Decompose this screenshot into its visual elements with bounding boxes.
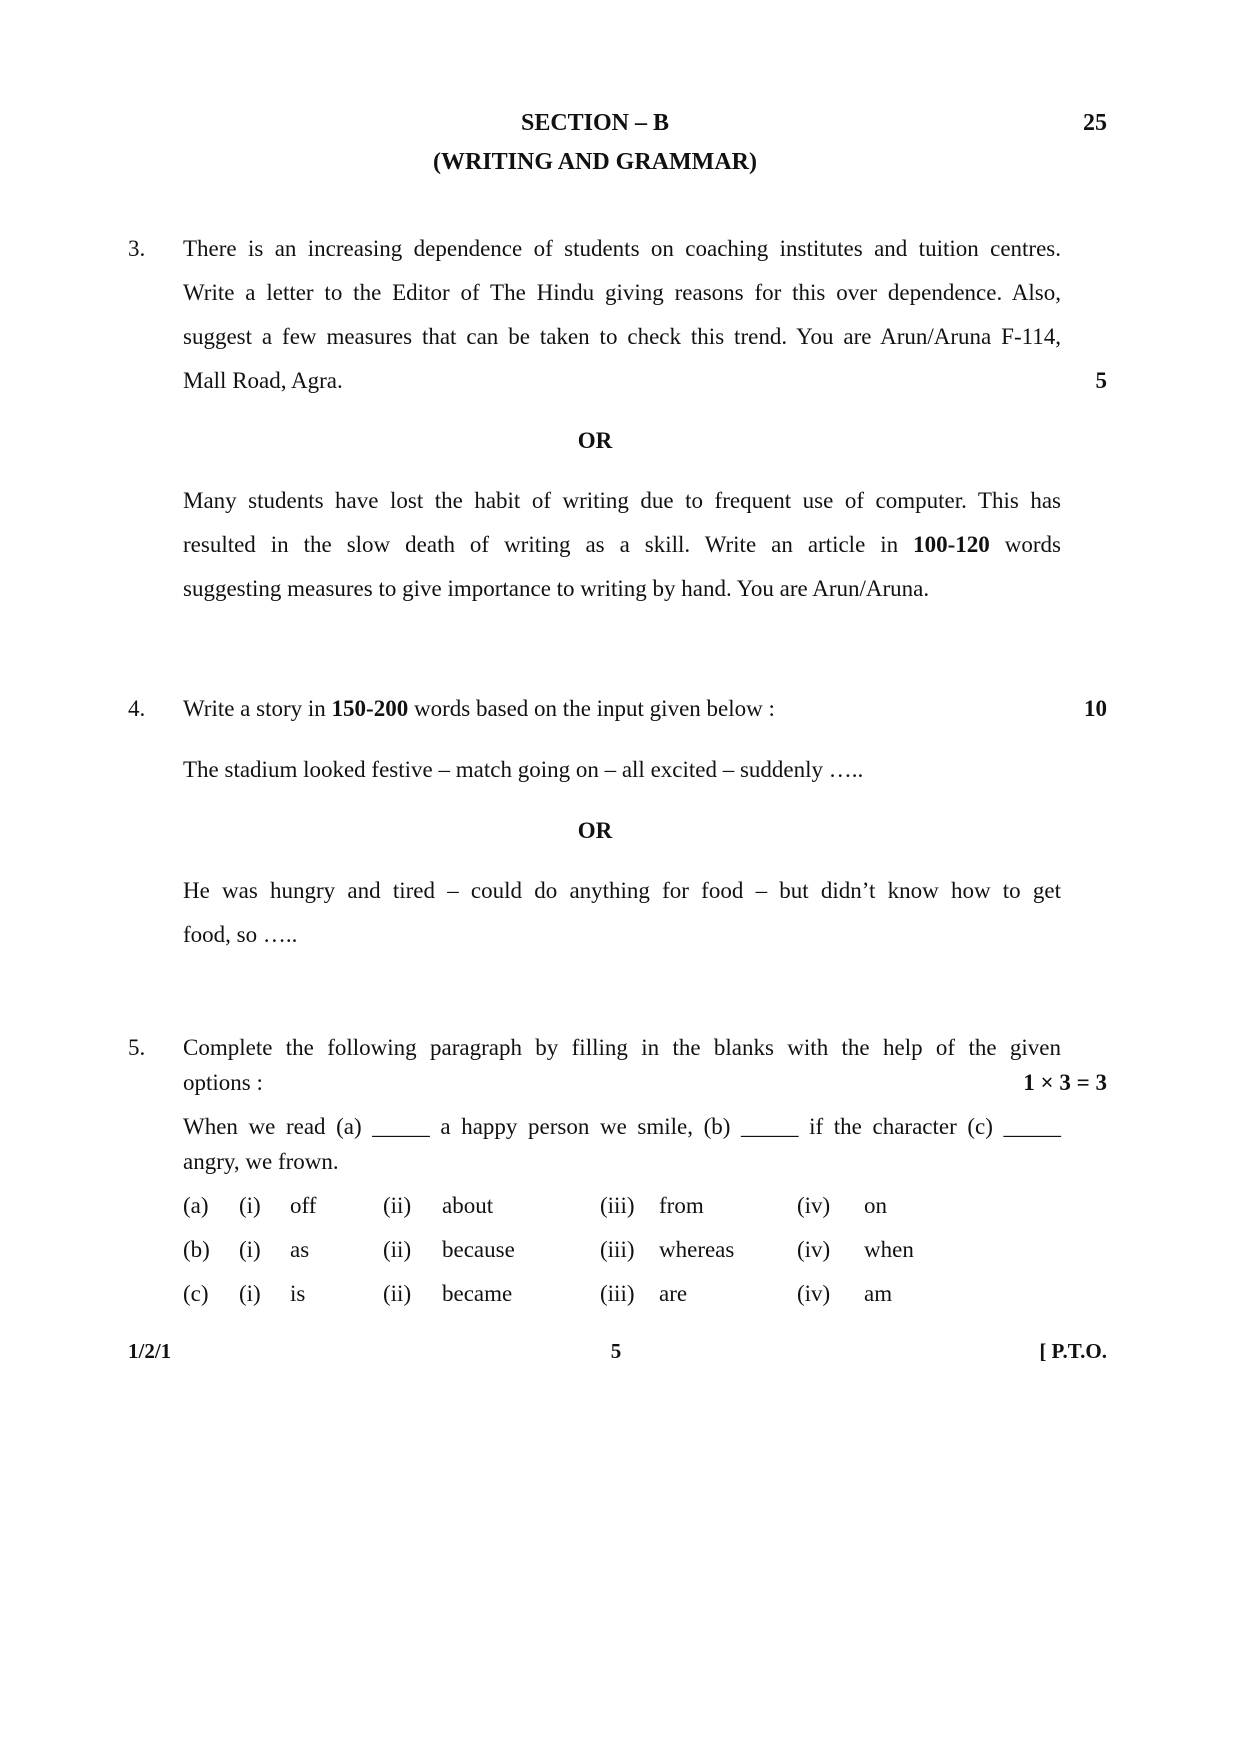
q4-or-divider: OR	[577, 818, 613, 843]
option-numeral: (iv)	[797, 1281, 831, 1306]
q3-alt-line-2-text: resulted in the slow death of writing as a skill. Write an article in	[183, 532, 899, 557]
option-numeral: (iv)	[797, 1193, 831, 1218]
option-numeral: (ii)	[383, 1281, 412, 1306]
option-word: are	[659, 1281, 688, 1306]
q4-prompt-1: The stadium looked festive – match going on – all excited – suddenly …..	[183, 757, 864, 782]
total-marks: 25	[1083, 110, 1107, 136]
pto-label: [ P.T.O.	[1039, 1339, 1107, 1363]
option-numeral: (iv)	[797, 1237, 831, 1262]
q4-prompt-2-line-2: food, so …..	[183, 922, 298, 947]
q4-instruction-text: Write a story in	[183, 696, 326, 721]
paper-code: 1/2/1	[128, 1339, 172, 1363]
q4-marks: 10	[1084, 696, 1107, 721]
option-numeral: (i)	[239, 1281, 261, 1306]
q3-word-limit: 100-120	[913, 532, 990, 557]
q3-line-3: suggest a few measures that can be taken to check this trend. You are Arun/Aruna F-114,	[183, 324, 1061, 349]
option-numeral: (iii)	[600, 1193, 635, 1218]
q4-prompt-2-line-1: He was hungry and tired – could do anything for food – but didn’t know how to get	[183, 878, 1061, 903]
q4-instruction	[183, 696, 775, 722]
q5-line-2: options :	[183, 1070, 263, 1095]
q3-alt-line-3: suggesting measures to give importance to writing by hand. You are Arun/Aruna.	[183, 576, 930, 601]
option-word: when	[864, 1237, 914, 1262]
option-numeral: (ii)	[383, 1193, 412, 1218]
option-word: is	[290, 1281, 306, 1306]
q5-paragraph-line-1: When we read (a) _____ a happy person we smile, (b) _____ if the character (c) _____	[183, 1114, 1061, 1139]
option-label: (c)	[183, 1281, 209, 1306]
section-title: SECTION – B	[520, 110, 670, 136]
option-label: (a)	[183, 1193, 209, 1218]
question-5-number: 5.	[128, 1035, 146, 1060]
option-numeral: (ii)	[383, 1237, 412, 1262]
q3-alt-line-2	[183, 532, 1061, 558]
option-word: whereas	[659, 1237, 735, 1262]
q5-marks: 1 × 3 = 3	[1023, 1070, 1107, 1095]
q4-instruction-end: words based on the input given below :	[413, 696, 775, 721]
q4-word-limit: 150-200	[331, 696, 409, 721]
q3-line-1: There is an increasing dependence of students on coaching institutes and tuition centres.	[183, 236, 1061, 261]
option-word: on	[864, 1193, 887, 1218]
q5-line-1: Complete the following paragraph by filling in the blanks with the help of the given	[183, 1035, 1061, 1060]
page-number: 5	[610, 1339, 622, 1363]
q3-line-4: Mall Road, Agra.	[183, 368, 343, 393]
q3-marks: 5	[1095, 368, 1107, 393]
option-numeral: (i)	[239, 1237, 261, 1262]
option-numeral: (iii)	[600, 1237, 635, 1262]
q3-line-2: Write a letter to the Editor of The Hindu giving reasons for this over dependence. Also,	[183, 280, 1061, 305]
section-subtitle: (WRITING AND GRAMMAR)	[433, 149, 757, 175]
option-word: became	[442, 1281, 513, 1306]
question-4-number: 4.	[128, 696, 146, 721]
q3-alt-line-1: Many students have lost the habit of writing due to frequent use of computer. This has	[183, 488, 1061, 513]
q5-paragraph-line-2: angry, we frown.	[183, 1149, 339, 1174]
option-word: because	[442, 1237, 515, 1262]
option-word: as	[290, 1237, 310, 1262]
option-word: am	[864, 1281, 893, 1306]
option-label: (b)	[183, 1237, 210, 1262]
option-numeral: (i)	[239, 1193, 261, 1218]
question-3-number: 3.	[128, 236, 146, 261]
option-numeral: (iii)	[600, 1281, 635, 1306]
option-word: from	[659, 1193, 704, 1218]
option-word: about	[442, 1193, 494, 1218]
option-word: off	[290, 1193, 317, 1218]
q3-or-divider: OR	[577, 428, 613, 453]
q3-alt-line-2-end: words	[1004, 532, 1062, 557]
